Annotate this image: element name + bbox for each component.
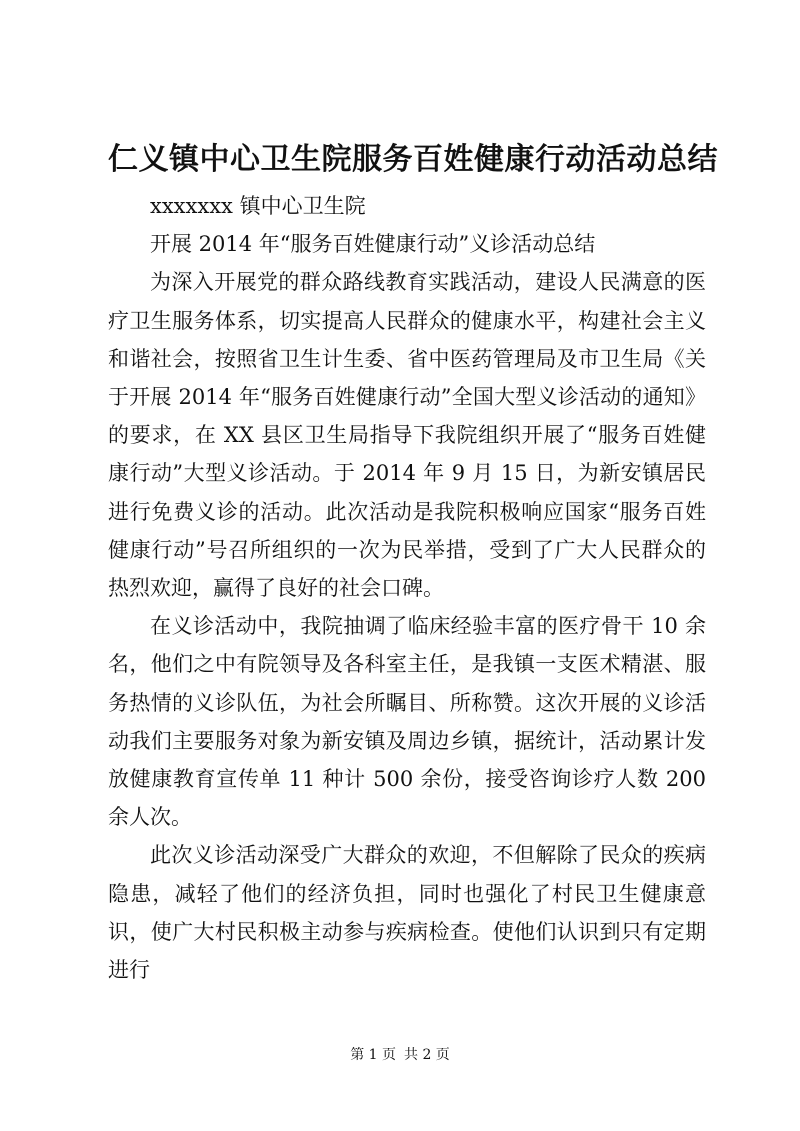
subtitle-line: 开展 2014 年“服务百姓健康行动”义诊活动总结	[150, 232, 596, 257]
body-paragraph: 在义诊活动中，我院抽调了临床经验丰富的医疗骨干 10 余名，他们之中有院领导及各科室主任，是我镇一支医术精湛、服务热情的义诊队伍，为社会所瞩目、所称赞。这次开展的义诊活动我们主要服务对象为新安镇及周边乡镇，据统计，活动累计发放健康教育宣传单 11 种计 500 余份，接受咨询诊疗人数 200 余人次。	[108, 614, 706, 830]
body-paragraph: 此次义诊活动深受广大群众的欢迎，不但解除了民众的疾病隐患，减轻了他们的经济负担，同时也强化了村民卫生健康意识，使广大村民积极主动参与疾病检查。使他们认识到只有定期进行	[108, 843, 706, 983]
document-title: 仁义镇中心卫生院服务百姓健康行动活动总结	[108, 142, 718, 177]
document-body	[108, 187, 706, 989]
page-total: 共 2 页	[404, 1047, 450, 1063]
issuer-line: xxxxxxx 镇中心卫生院	[150, 194, 366, 218]
page-number: 第 1 页	[350, 1047, 396, 1063]
page-footer	[0, 1045, 800, 1065]
body-paragraph: 为深入开展党的群众路线教育实践活动，建设人民满意的医疗卫生服务体系，切实提高人民群众的健康水平，构建社会主义和谐社会，按照省卫生计生委、省中医药管理局及市卫生局《关于开展 2014 年“服务百姓健康行动”全国大型义诊活动的通知》的要求，在 XX 县区卫生局指导下我院组织开展了“服务百姓健康行动”大型义诊活动。于 2014 年 9 月 15 日，为新安镇居民进行免费义诊的活动。此次活动是我院积极响应国家“服务百姓健康行动”号召所组织的一次为民举措，受到了广大人民群众的热烈欢迎，赢得了良好的社会口碑。	[108, 270, 706, 601]
